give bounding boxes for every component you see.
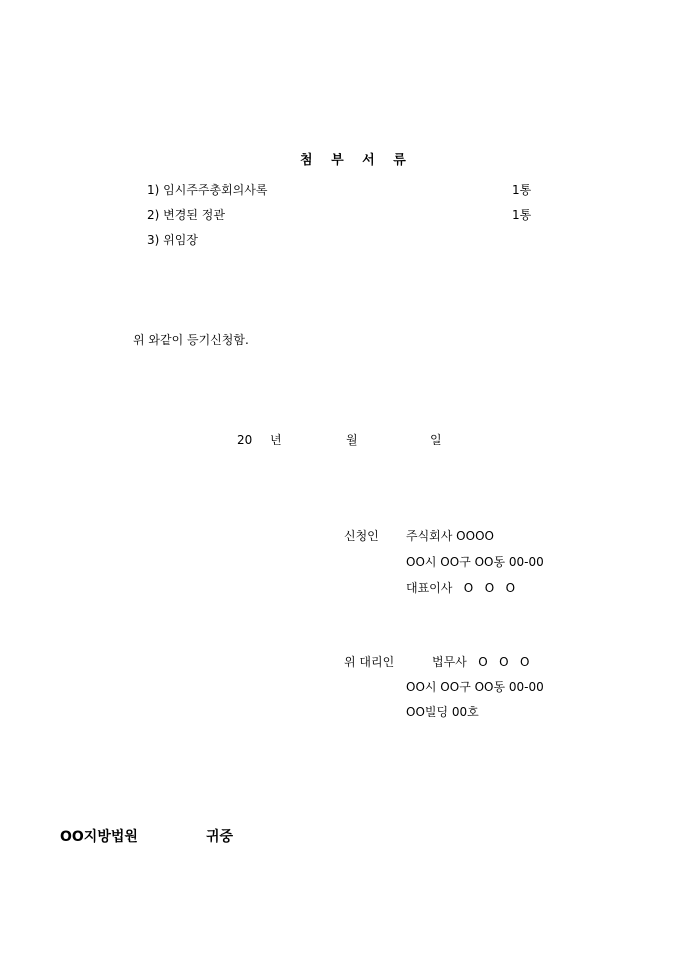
date-year: 20 [237,433,253,447]
applicant-representative: 대표이사 O O O [406,581,516,595]
attachment-item: 1) 임시주주총회의사록 [147,183,268,197]
agent-name: 법무사 O O O [432,655,530,669]
agent-building: OO빌딩 00호 [406,705,479,719]
applicant-label: 신청인 [344,529,379,543]
attachment-qty: 1통 [512,208,532,222]
court-suffix: 귀중 [206,829,234,845]
court-name: OO지방법원 [60,829,138,845]
attachment-qty: 1통 [512,183,532,197]
attachment-item: 2) 변경된 정관 [147,208,225,222]
request-statement: 위 와같이 등기신청함. [133,333,249,347]
date-year-unit: 년 [270,433,282,447]
agent-address: OO시 OO구 OO동 00-00 [406,680,544,694]
attachment-item: 3) 위임장 [147,233,198,247]
date-month-unit: 월 [346,433,358,447]
attachments-title: 첨 부 서 류 [300,153,413,168]
applicant-address: OO시 OO구 OO동 00-00 [406,555,544,569]
applicant-company: 주식회사 OOOO [406,529,494,543]
date-day-unit: 일 [430,433,442,447]
agent-label: 위 대리인 [344,655,395,669]
